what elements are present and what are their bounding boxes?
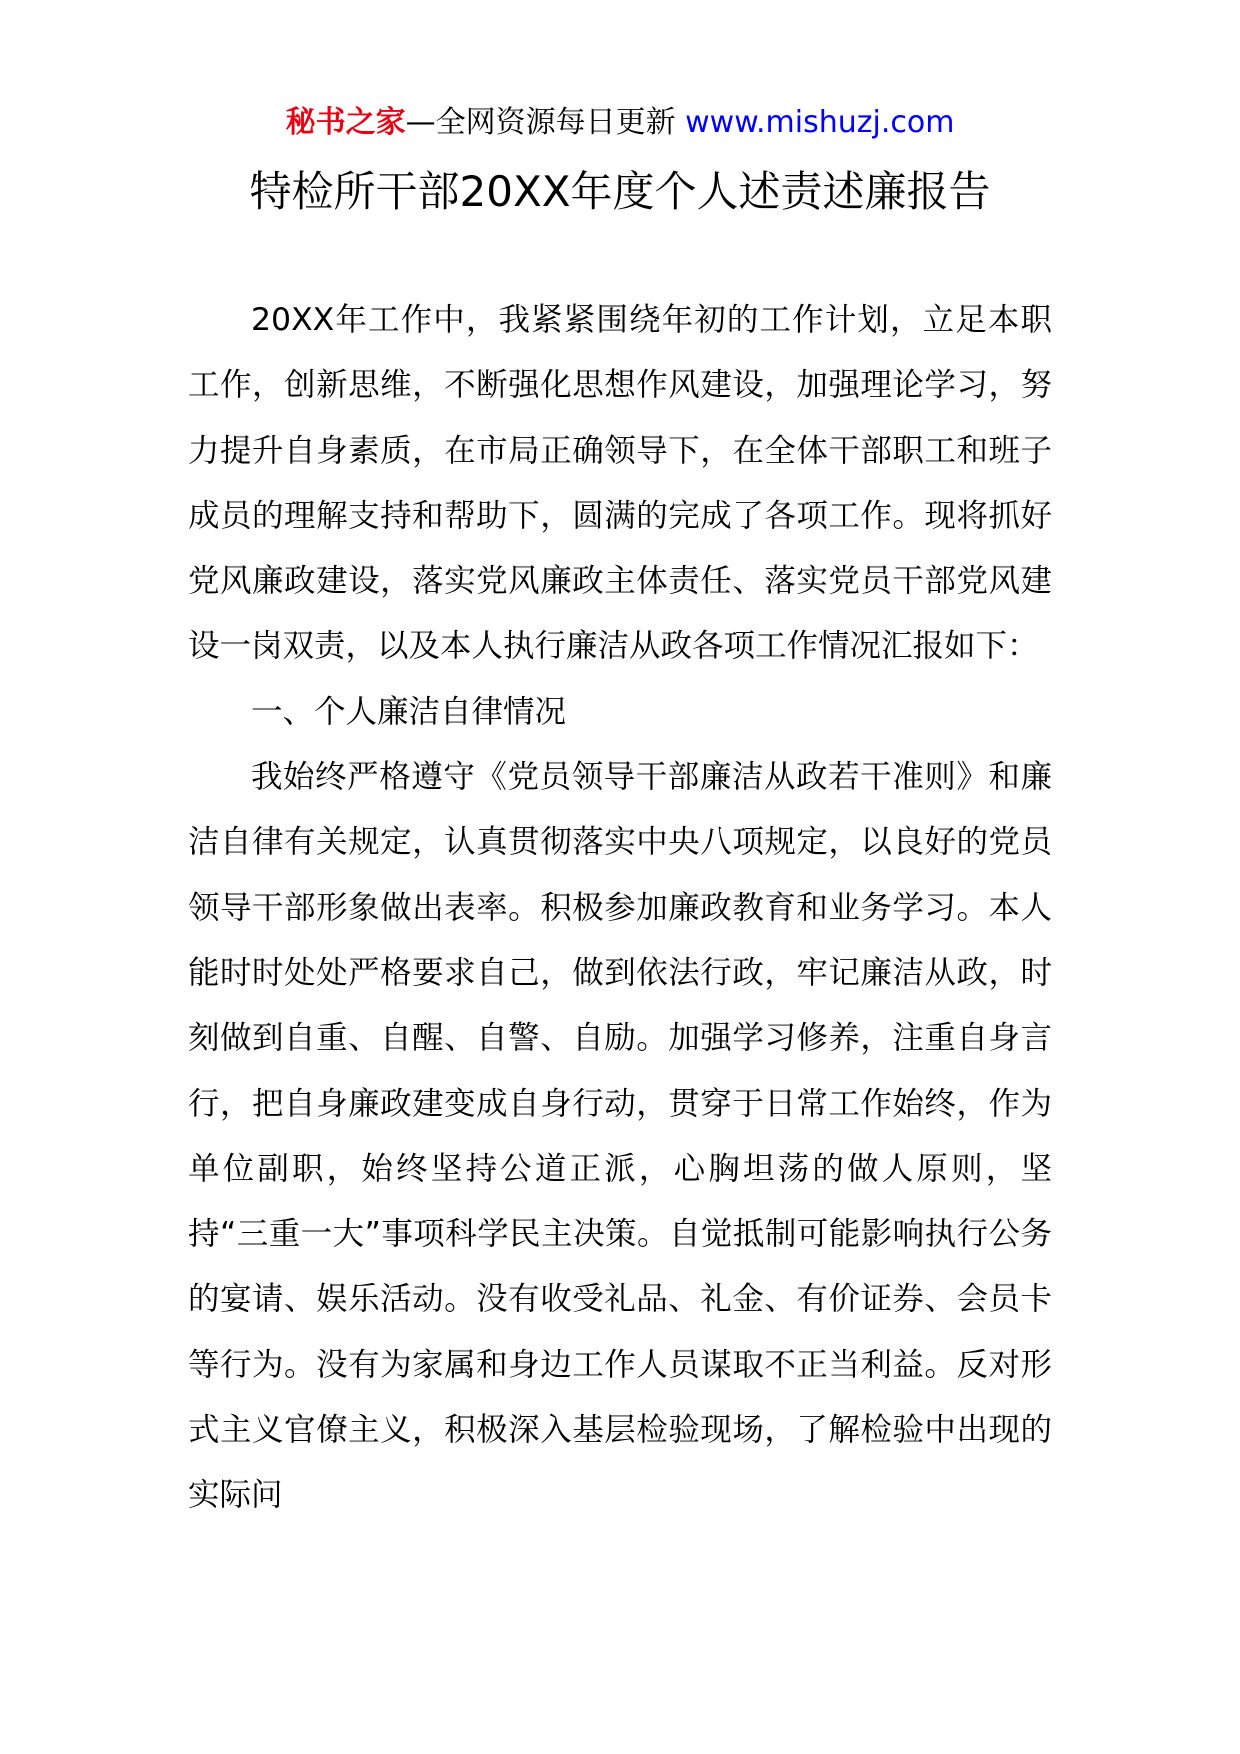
brand-name: 秘书之家 xyxy=(285,105,406,140)
document-title: 特检所干部20XX年度个人述责述廉报告 xyxy=(249,167,991,216)
section-heading-1: 一、个人廉洁自律情况 xyxy=(251,693,567,730)
section-1-paragraph: 我始终严格遵守《党员领导干部廉洁从政若干准则》和廉洁自律有关规定，认真贯彻落实中央八项规定，以良好的党员领导干部形象做出表率。积极参加廉政教育和业务学习。本人能时时处处严格要求自己，做到依法行政，牢记廉洁从政，时刻做到自重、自醒、自警、自励。加强学习修养，注重自身言行，把自身廉政建变成自身行动，贯穿于日常工作始终，作为单位副职，始终坚持公道正派，心胸坦荡的做人原则，坚持“三重一大”事项科学民主决策。自觉抵制可能影响执行公务的宴请、娱乐活动。没有收受礼品、礼金、有价证券、会员卡等行为。没有为家属和身边工作人员谋取不正当利益。反对形式主义官僚主义，积极深入基层检验现场，了解检验中出现的实际问 xyxy=(188,759,1052,1514)
site-url-link[interactable]: www.mishuzj.com xyxy=(685,105,955,140)
document-body xyxy=(188,288,1052,1529)
site-tagline: —全网资源每日更新 xyxy=(405,105,676,140)
intro-paragraph: 20XX年工作中，我紧紧围绕年初的工作计划，立足本职工作，创新思维，不断强化思想作风建设，加强理论学习，努力提升自身素质，在市局正确领导下，在全体干部职工和班子成员的理解支持和帮助下，圆满的完成了各项工作。现将抓好党风廉政建设，落实党风廉政主体责任、落实党员干部党风建设一岗双责，以及本人执行廉洁从政各项工作情况汇报如下： xyxy=(188,302,1052,665)
site-header xyxy=(0,100,1240,146)
